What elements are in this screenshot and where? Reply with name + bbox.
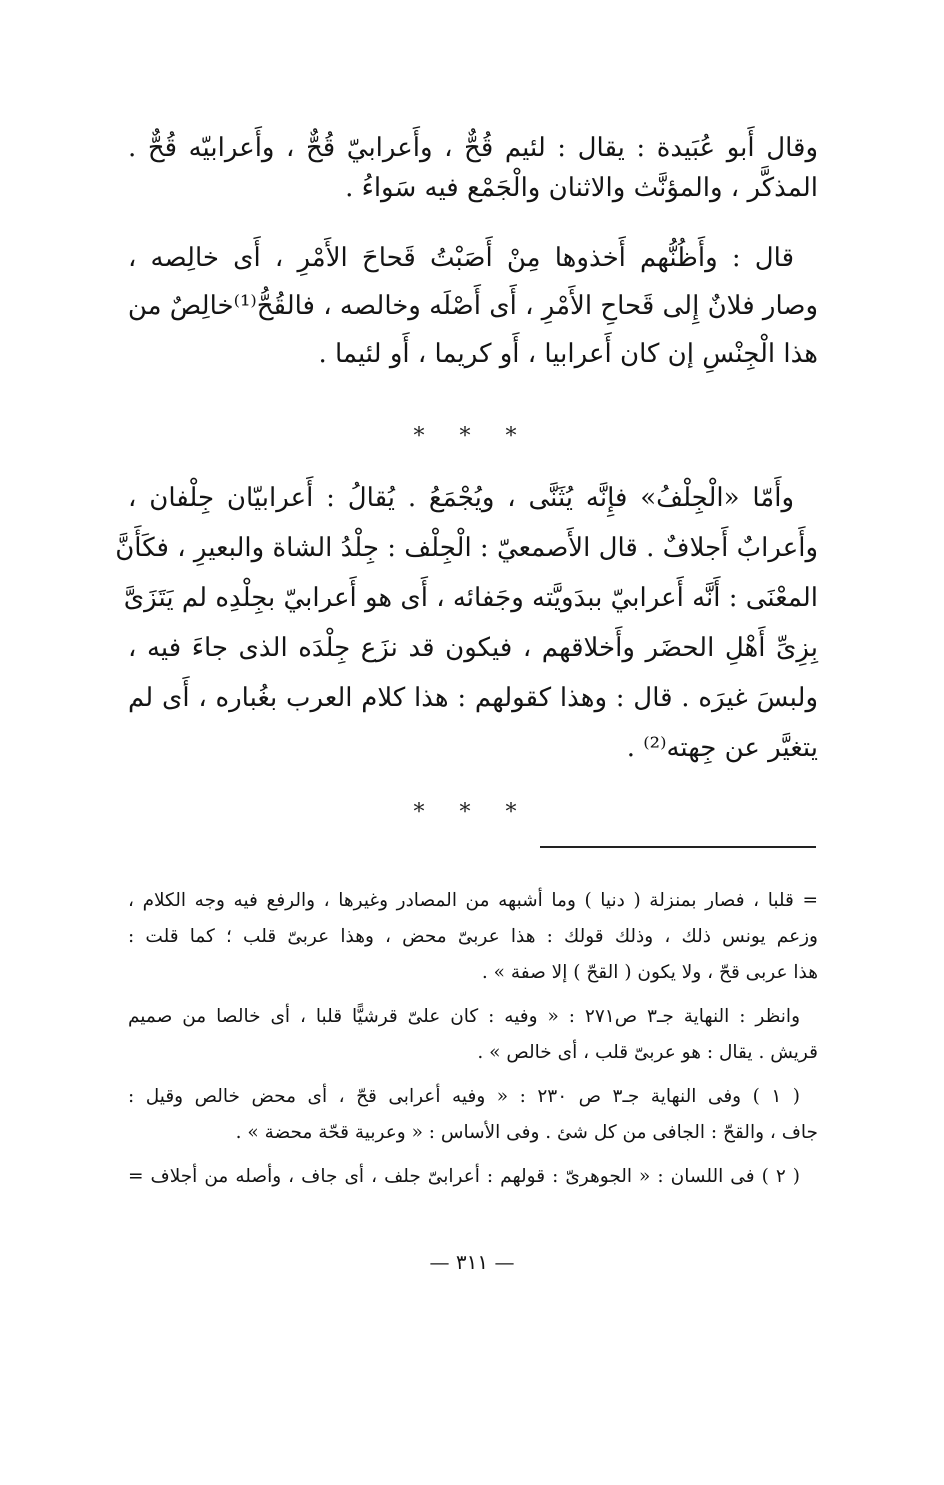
section-separator: * * * — [413, 800, 531, 825]
paragraph-2 — [128, 238, 818, 378]
footnotes — [128, 886, 818, 1226]
text-line: وصار فلانٌ إِلى قَحاحِ الأَمْرِ ، أَى أَصْلَه وخالصه ، فالقُحُّ⁽¹⁾خالِصٌ من — [127, 291, 818, 321]
footnote-1: ( ١ ) وفى النهاية جـ٣ ص ٢٣٠ : « وفيه أعرابى قحّ ، أى محض خالص وقيل : — [128, 1086, 800, 1107]
paragraph-1 — [128, 128, 818, 208]
text-line: بِزِىِّ أَهْلِ الحضَر وأَخلاقهم ، فيكون قد نزَع جِلْدَه الذى جاءَ فيه ، — [128, 633, 818, 663]
text-line: وأَمّا «الْجِلْفُ» فإِنَّه يُثَنَّى ، ويُجْمَعُ . يُقالُ : أَعرابيّان جِلْفان ، — [128, 483, 794, 513]
footnote-1-continued: جاف ، والقحّ : الجافى من كل شئ . وفى الأساس : « وعربية قحّة محضة » . — [235, 1122, 818, 1143]
text-line: المعْنَى : أَنَّه أَعرابيّ ببدَويَّته وجَفائه ، أَى هو أَعرابيّ بجِلْدِه لم يَتَزَىَّ — [123, 583, 818, 613]
footnote-line: = قلبا ، فصار بمنزلة ( دنيا ) وما أشبهه من المصادر وغيرها ، والرفع فيه وجه الكلام ، — [128, 890, 818, 911]
section-separator: * * * — [413, 424, 531, 449]
text-line: يتغيَّر عن جِهته⁽²⁾ . — [626, 733, 818, 763]
text-line: قال : وأَظُنُّهم أَخذوها مِنْ أَصَبْتُ قَحاحَ الأَمْرِ ، أَى خالِصه ، — [128, 243, 794, 273]
footnote-line: وزعم يونس ذلك ، وذلك قولك : هذا عربىّ محض ، وهذا عربىّ قلب ؛ كما قلت : — [128, 926, 818, 947]
text-line: ولبسَ غيرَه . قال : وهذا كقولهم : هذا كلام العرب بغُباره ، أَى لم — [128, 683, 818, 713]
footnote-line: وانظر : النهاية جـ٣ ص٢٧١ : « وفيه : كان علىّ قرشيًّا قلبا ، أى خالصا من صميم — [128, 1006, 801, 1027]
paragraph-3 — [115, 478, 818, 778]
page-number: — ٣١١ — — [429, 1250, 515, 1274]
footnote-line: قريش . يقال : هو عربىّ قلب ، أى خالص » . — [477, 1042, 818, 1063]
footnote-rule — [540, 846, 816, 848]
footnote-line: هذا عربى قحّ ، ولا يكون ( القحّ ) إلا صفة » . — [481, 962, 818, 983]
text-line: هذا الْجِنْسِ إن كان أَعرابيا ، أَو كريما ، أَو لئيما . — [318, 339, 818, 369]
footnote-2: ( ٢ ) فى اللسان : « الجوهرىّ : قولهم : أعرابىّ جلف ، أى جاف ، وأصله من أجلاف = — [128, 1166, 800, 1187]
text-line: وقال أَبو عُبَيدة : يقال : لئيم قُحٌّ ، وأَعرابيّ قُحٌّ ، وأَعرابيّه قُحٌّ . — [128, 133, 818, 163]
text-line: المذكَّر ، والمؤنَّث والاثنان والْجَمْع فيه سَواءُ . — [345, 173, 818, 203]
text-line: وأَعرابٌ أَجلافٌ . قال الأَصمعيّ : الْجِلْف : جِلْدُ الشاة والبعيرِ ، فكَأَنَّ — [115, 533, 818, 563]
